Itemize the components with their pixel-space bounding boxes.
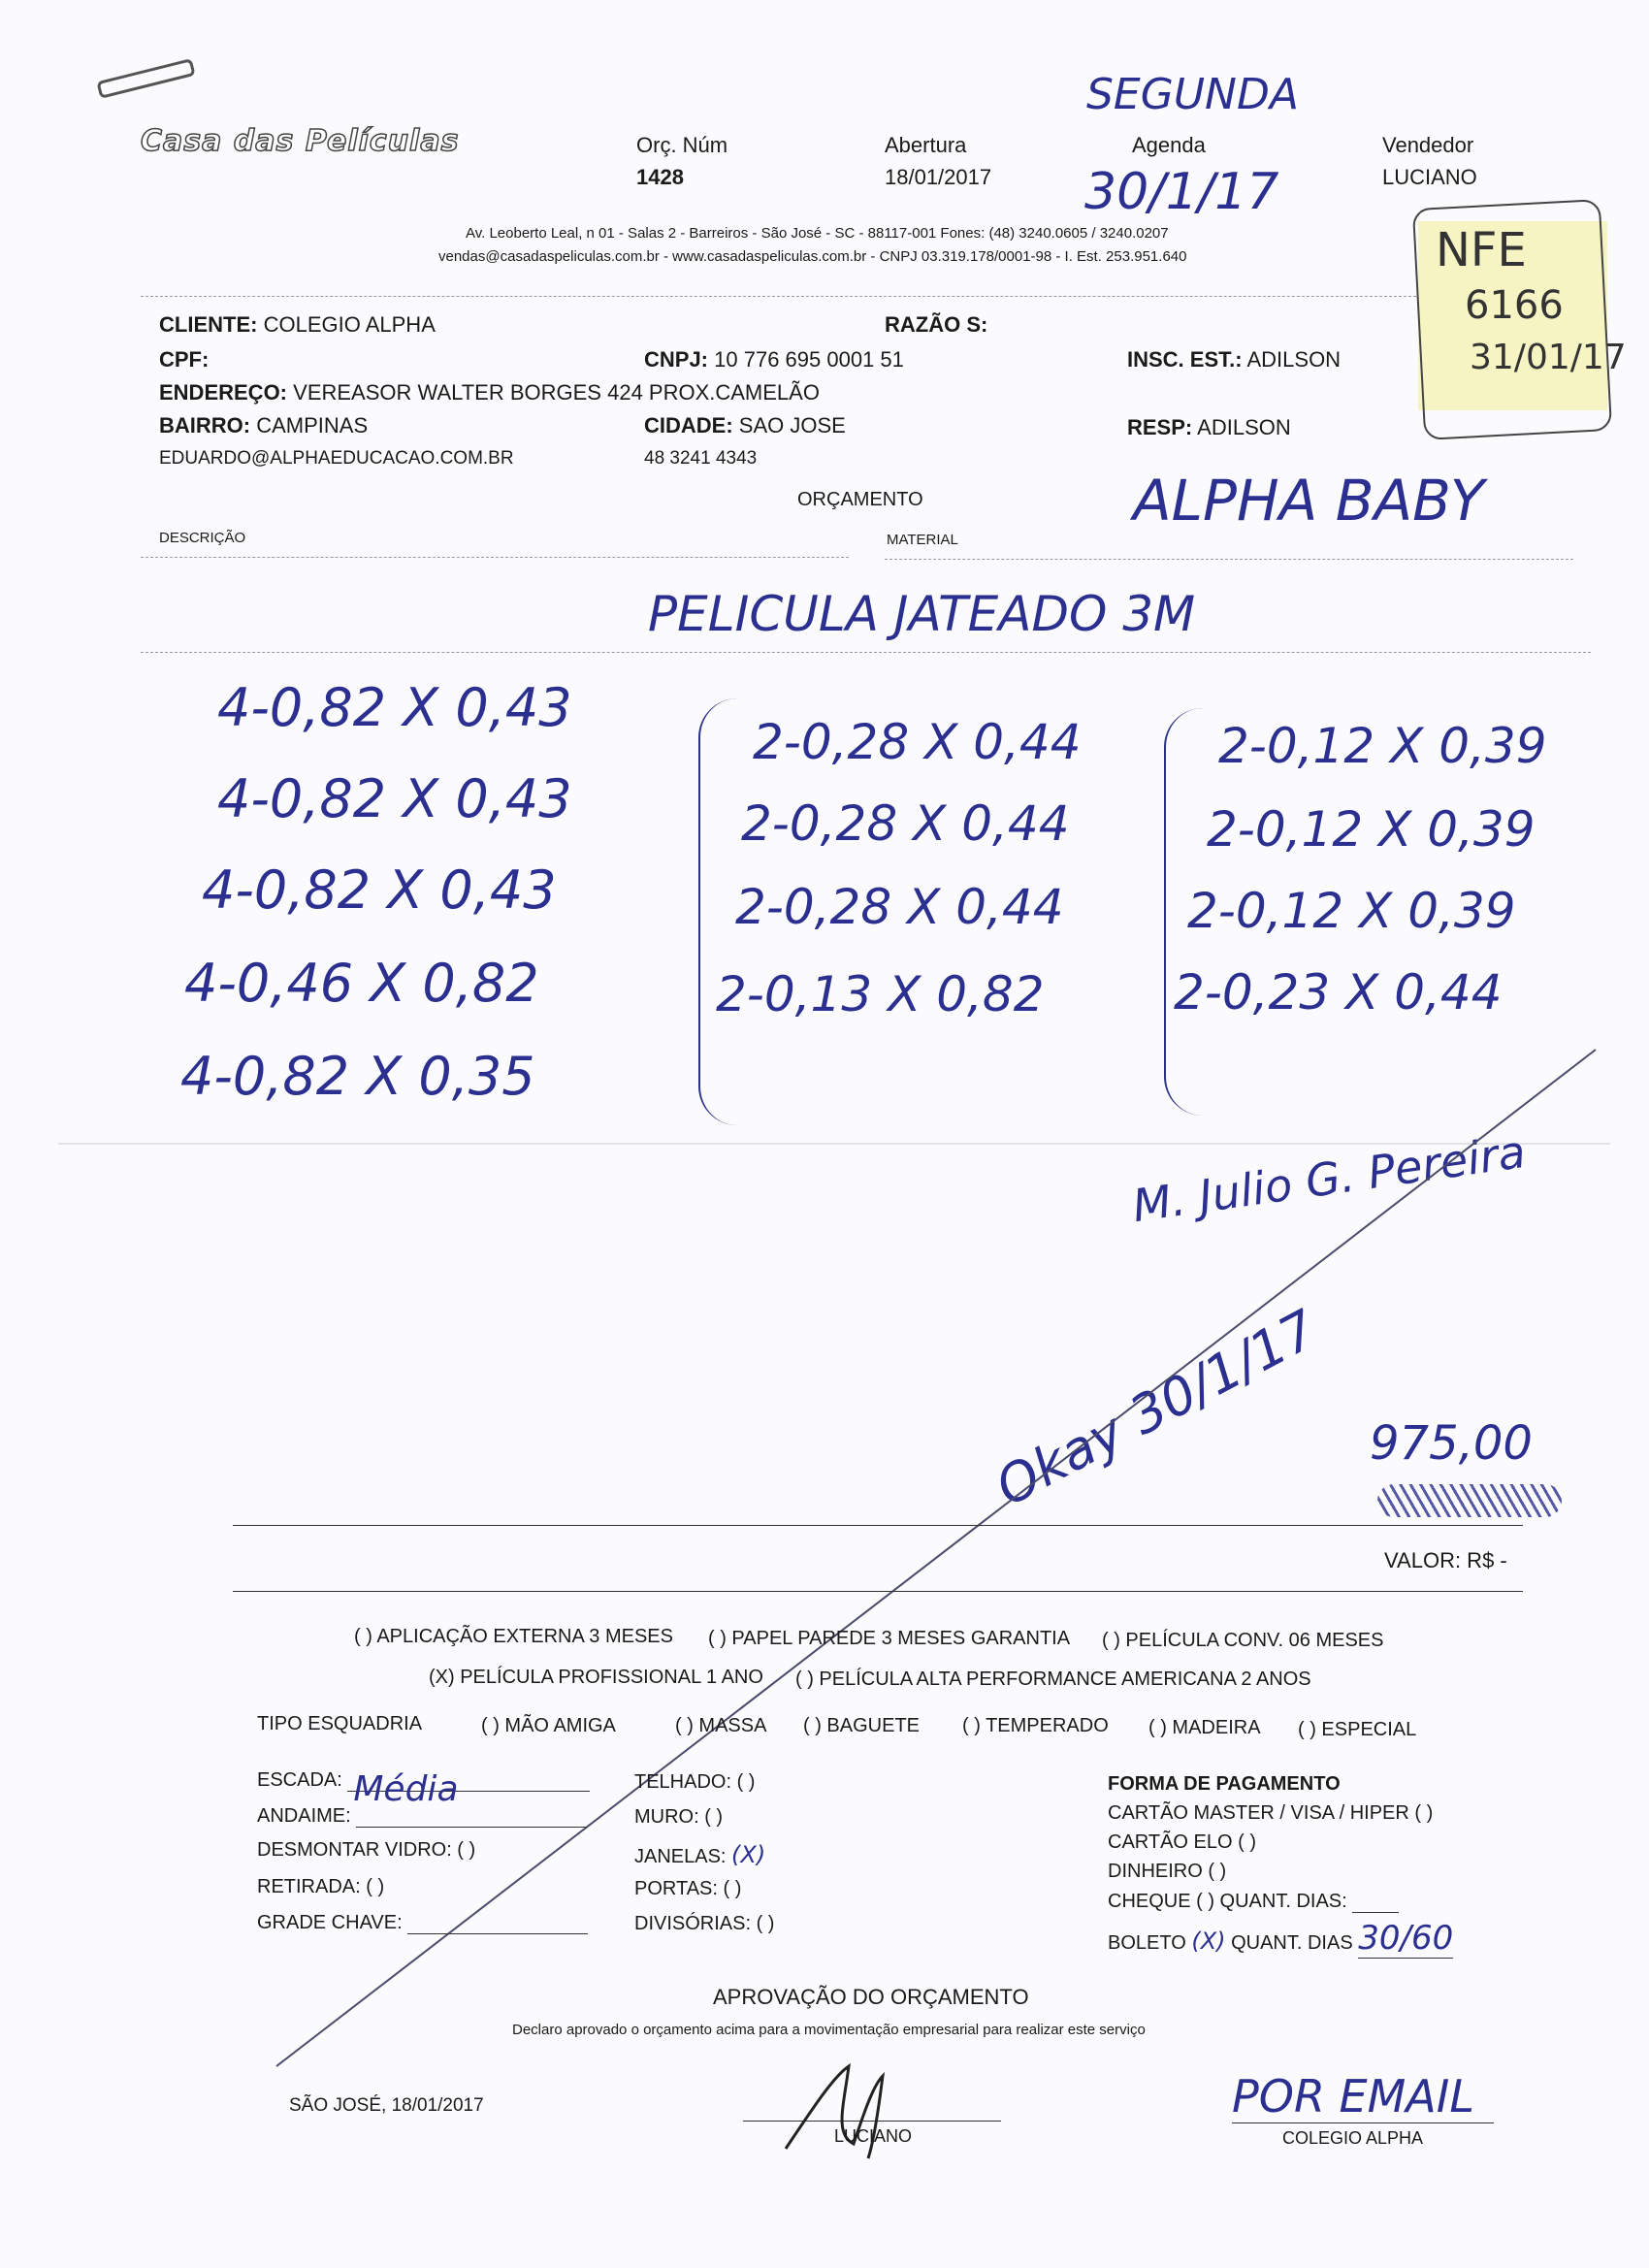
escada-value: Média (353, 1769, 459, 1809)
descricao-label: DESCRIÇÃO (159, 530, 246, 546)
agenda-label: Agenda (1132, 133, 1206, 157)
luciano-signature (776, 2057, 931, 2163)
valor-handwritten: 975,00 (1370, 1416, 1533, 1471)
client-phone: 48 3241 4343 (644, 448, 758, 469)
cliente-value: COLEGIO ALPHA (263, 312, 436, 337)
cpf-label: CPF: (159, 347, 210, 372)
cnpj-label: CNPJ: (644, 347, 709, 372)
insc-label: INSC. EST.: (1127, 347, 1243, 372)
vendedor-label: Vendedor (1382, 133, 1474, 157)
janelas-mark: (X) (731, 1841, 766, 1868)
material-handwritten: ALPHA BABY (1133, 468, 1485, 534)
grade-chave-line[interactable] (407, 1911, 588, 1934)
measure-3-3: 2-0,12 X 0,39 (1187, 883, 1516, 939)
measure-1-2: 4-0,82 X 0,43 (217, 768, 572, 829)
measure-2-2: 2-0,28 X 0,44 (741, 795, 1070, 852)
option-pelicula-alta-performance[interactable]: ( ) PELÍCULA ALTA PERFORMANCE AMERICANA 2 ANOS (795, 1669, 1311, 1690)
bairro-label: BAIRRO: (159, 413, 251, 437)
grade-chave-field (257, 1911, 588, 1934)
resp-label: RESP: (1127, 415, 1193, 439)
measure-3-1: 2-0,12 X 0,39 (1218, 718, 1547, 774)
measure-2-3: 2-0,28 X 0,44 (735, 879, 1064, 935)
payment-boleto-dias: QUANT. DIAS (1231, 1932, 1353, 1954)
cliente-label: CLIENTE: (159, 312, 258, 337)
escada-line[interactable] (347, 1769, 590, 1809)
signature-right-handwritten: POR EMAIL (1232, 2070, 1474, 2122)
payment-dinheiro[interactable]: DINHEIRO ( ) (1108, 1861, 1227, 1882)
measure-3-2: 2-0,12 X 0,39 (1207, 801, 1536, 858)
client-email: EDUARDO@ALPHAEDUCACAO.COM.BR (159, 448, 514, 469)
resp-value: ADILSON (1197, 415, 1291, 439)
company-contact: vendas@casadaspeliculas.com.br - www.casadaspeliculas.com.br - CNPJ 03.319.178/0001-98 - I. Est. 253.951.640 (438, 248, 1187, 265)
razao-label: RAZÃO S: (885, 312, 988, 337)
measure-2-4: 2-0,13 X 0,82 (716, 966, 1045, 1022)
esquadria-especial[interactable]: ( ) ESPECIAL (1298, 1719, 1417, 1740)
divisorias[interactable]: DIVISÓRIAS: ( ) (634, 1913, 775, 1934)
boleto-mark: (X) (1191, 1928, 1226, 1955)
escada-field (257, 1769, 590, 1809)
cnpj-value: 10 776 695 0001 51 (714, 347, 904, 372)
janelas-label: JANELAS: (634, 1846, 727, 1867)
orc-label: Orç. Núm (636, 133, 728, 157)
payment-cartao-elo[interactable]: CARTÃO ELO ( ) (1108, 1831, 1256, 1853)
esquadria-mao-amiga[interactable]: ( ) MÃO AMIGA (481, 1715, 616, 1736)
nfe-line-1: NFE (1436, 223, 1527, 277)
measure-3-4: 2-0,23 X 0,44 (1174, 964, 1503, 1021)
boleto-dias-value: 30/60 (1358, 1919, 1454, 1958)
andaime-field (257, 1804, 587, 1828)
esquadria-baguete[interactable]: ( ) BAGUETE (803, 1715, 921, 1736)
payment-boleto-field[interactable] (1108, 1919, 1453, 1958)
agenda-handwritten-date: 30/1/17 (1084, 163, 1279, 221)
esquadria-massa[interactable]: ( ) MASSA (675, 1715, 767, 1736)
approval-declaration: Declaro aprovado o orçamento acima para a movimentação empresarial para realizar este serviço (512, 2022, 1146, 2038)
approval-place-date: SÃO JOSÉ, 18/01/2017 (289, 2095, 484, 2116)
cidade-value: SAO JOSE (738, 413, 846, 437)
muro[interactable]: MURO: ( ) (634, 1806, 724, 1828)
esquadria-label: TIPO ESQUADRIA (257, 1713, 423, 1734)
payment-cartao-master[interactable]: CARTÃO MASTER / VISA / HIPER ( ) (1108, 1802, 1434, 1824)
insc-value: ADILSON (1246, 347, 1342, 372)
orc-number: 1428 (636, 165, 684, 189)
cheque-dias-line[interactable] (1352, 1890, 1399, 1913)
product-heading: PELICULA JATEADO 3M (648, 586, 1196, 642)
measure-1-3: 4-0,82 X 0,43 (202, 859, 557, 921)
measure-2-1: 2-0,28 X 0,44 (753, 714, 1082, 770)
option-pelicula-conv[interactable]: ( ) PELÍCULA CONV. 06 MESES (1102, 1630, 1384, 1651)
valor-label: VALOR: R$ - (1384, 1548, 1507, 1572)
portas[interactable]: PORTAS: ( ) (634, 1878, 742, 1899)
valor-scribble (1377, 1484, 1562, 1517)
nfe-line-3: 31/01/17 (1470, 338, 1627, 377)
payment-title: FORMA DE PAGAMENTO (1108, 1773, 1341, 1795)
company-address: Av. Leoberto Leal, n 01 - Salas 2 - Barreiros - São José - SC - 88117-001 Fones: (48) 3240.0605 / 3240.0207 (466, 225, 1169, 242)
esquadria-madeira[interactable]: ( ) MADEIRA (1148, 1717, 1261, 1738)
material-label: MATERIAL (887, 532, 958, 548)
option-aplicacao-externa[interactable]: ( ) APLICAÇÃO EXTERNA 3 MESES (354, 1626, 673, 1647)
signature-line-right (1232, 2122, 1494, 2123)
valor-line-1 (233, 1525, 1523, 1526)
nfe-line-2: 6166 (1465, 283, 1564, 328)
approval-note: Okay 30/1/17 (986, 1298, 1327, 1518)
signature-name-left: LUCIANO (834, 2126, 913, 2146)
client-signature-mid: M. Julio G. Pereira (1129, 1124, 1529, 1233)
measure-1-1: 4-0,82 X 0,43 (217, 677, 572, 738)
andaime-line[interactable] (356, 1804, 587, 1828)
option-pelicula-profissional[interactable]: (X) PELÍCULA PROFISSIONAL 1 ANO (429, 1667, 763, 1688)
company-logo: Casa das Películas (141, 124, 460, 158)
telhado[interactable]: TELHADO: ( ) (634, 1771, 756, 1793)
option-papel-parede[interactable]: ( ) PAPEL PAREDE 3 MESES GARANTIA (708, 1628, 1071, 1649)
payment-boleto-label: BOLETO (1108, 1932, 1186, 1954)
signature-name-right: COLEGIO ALPHA (1282, 2128, 1424, 2148)
escada-label: ESCADA: (257, 1769, 342, 1791)
vendedor-name: LUCIANO (1382, 165, 1477, 189)
janelas-field[interactable] (634, 1841, 765, 1868)
bairro-value: CAMPINAS (256, 413, 369, 437)
payment-cheque: CHEQUE ( ) QUANT. DIAS: (1108, 1891, 1347, 1912)
agenda-handwritten-day: SEGUNDA (1086, 70, 1299, 119)
endereco-value: VEREASOR WALTER BORGES 424 PROX.CAMELÃO (293, 380, 820, 405)
desmontar-vidro[interactable]: DESMONTAR VIDRO: ( ) (257, 1839, 476, 1861)
measure-1-4: 4-0,46 X 0,82 (184, 953, 539, 1014)
abertura-label: Abertura (885, 133, 967, 157)
andaime-label: ANDAIME: (257, 1805, 351, 1827)
retirada[interactable]: RETIRADA: ( ) (257, 1876, 385, 1897)
esquadria-temperado[interactable]: ( ) TEMPERADO (962, 1715, 1109, 1736)
valor-line-2 (233, 1591, 1523, 1592)
grade-chave-label: GRADE CHAVE: (257, 1912, 403, 1933)
measure-1-5: 4-0,82 X 0,35 (180, 1046, 535, 1107)
payment-cheque-field[interactable] (1108, 1890, 1399, 1913)
approval-title: APROVAÇÃO DO ORÇAMENTO (713, 1985, 1029, 2009)
cidade-label: CIDADE: (644, 413, 733, 437)
orcamento-title: ORÇAMENTO (797, 489, 923, 510)
endereco-label: ENDEREÇO: (159, 380, 288, 405)
abertura-date: 18/01/2017 (885, 165, 992, 189)
